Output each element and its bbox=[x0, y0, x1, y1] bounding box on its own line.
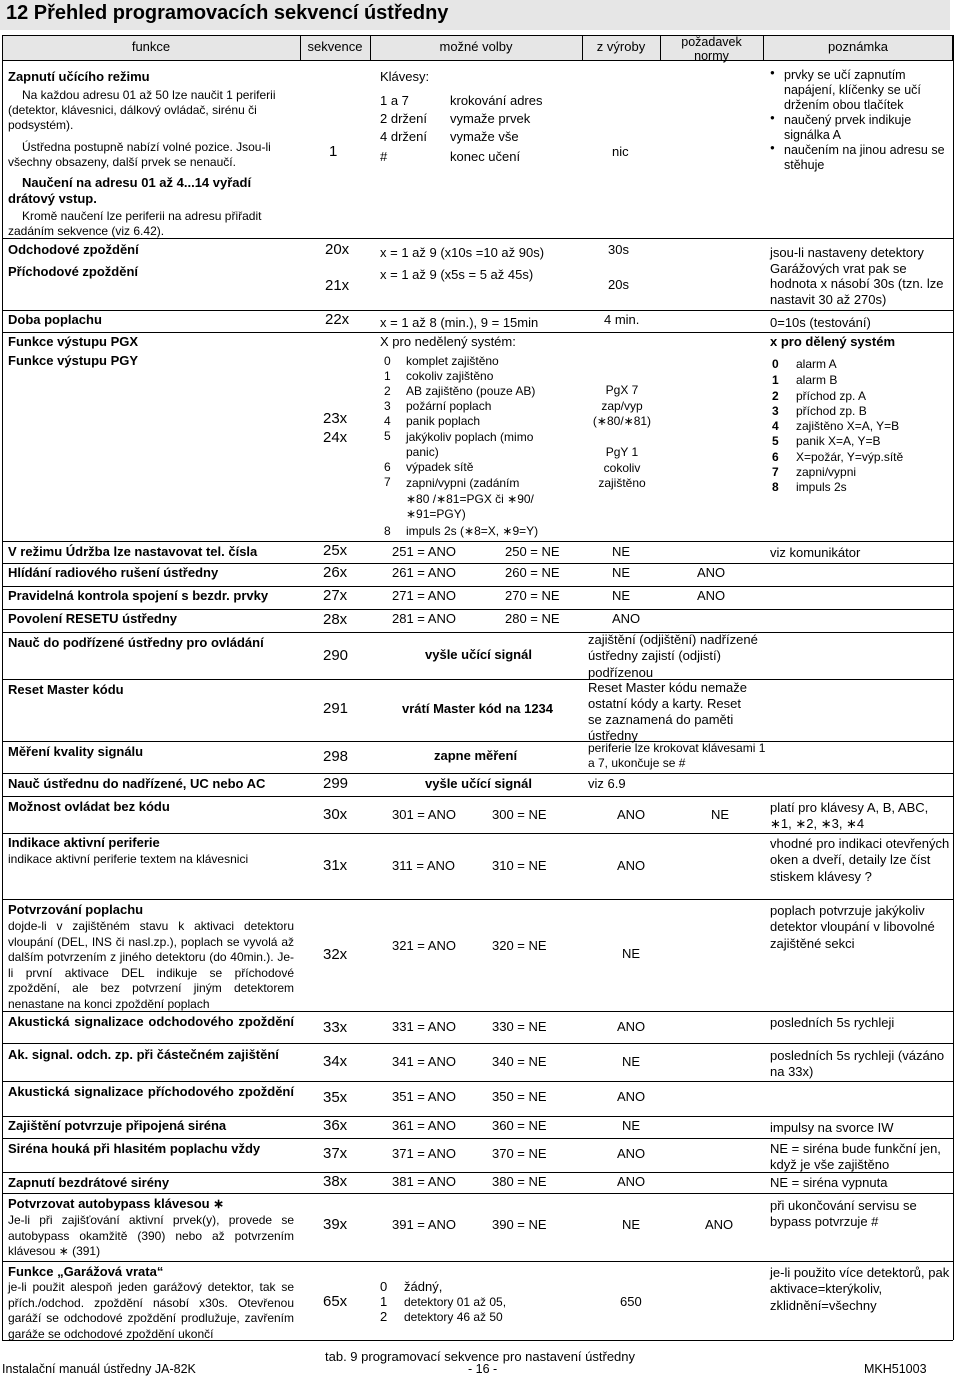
note-text: alarm B bbox=[796, 373, 838, 387]
row-requirement: ANO bbox=[705, 1217, 734, 1232]
option-text: detektory 01 až 05, bbox=[404, 1295, 507, 1309]
row-option-yes: 371 = ANO bbox=[392, 1146, 456, 1161]
exit-delay-label: Odchodové zpoždění bbox=[8, 242, 139, 257]
row-requirement: NE bbox=[711, 807, 730, 822]
row-note: platí pro klávesy A, B, ABC, ∗1, ∗2, ∗3, ∗4 bbox=[770, 800, 929, 832]
alarm-duration-seq: 22x bbox=[325, 311, 350, 328]
row-note: NE = siréna vypnuta bbox=[770, 1175, 888, 1190]
row-divider bbox=[2, 899, 953, 900]
footer-page-number: - 16 - bbox=[468, 1362, 498, 1376]
row-option-yes: 261 = ANO bbox=[392, 565, 456, 580]
row-note: je-li použito více detektorů, pak aktivace=kterýkoliv, zklidnění=všechny bbox=[770, 1265, 950, 1313]
row-divider bbox=[2, 773, 953, 774]
row-sequence: 36x bbox=[323, 1117, 348, 1134]
row-sequence: 28x bbox=[323, 611, 348, 628]
row-default: NE bbox=[622, 1217, 641, 1232]
option-text: AB zajištěno (pouze AB) bbox=[406, 384, 536, 398]
row-option-yes: 351 = ANO bbox=[392, 1089, 456, 1104]
row-divider bbox=[2, 1261, 953, 1262]
row-option: zapne měření bbox=[434, 748, 518, 763]
row-divider bbox=[2, 1172, 953, 1173]
col-header-vyroba: z výroby bbox=[596, 39, 646, 54]
row-function: Potvrzovat autobypass klávesou ∗ bbox=[8, 1196, 225, 1211]
row-option-yes: 301 = ANO bbox=[392, 807, 456, 822]
key-name: # bbox=[380, 149, 388, 164]
row-default: viz 6.9 bbox=[588, 776, 626, 791]
row-note: impulsy na svorce IW bbox=[770, 1120, 894, 1135]
row-function: Siréna houká při hlasitém poplachu vždy bbox=[8, 1141, 261, 1156]
row-divider bbox=[2, 679, 953, 680]
option-number: 3 bbox=[384, 399, 391, 413]
footer-manual-title: Instalační manuál ústředny JA-82K bbox=[2, 1362, 196, 1376]
row-default: zajištění (odjištění) nadřízené ústředny zajistí (odjistí) podřízenou bbox=[588, 632, 758, 680]
row-function: Akustická signalizace příchodového zpoždění bbox=[8, 1084, 294, 1099]
row-sequence: 299 bbox=[323, 775, 349, 792]
note-text: panik X=A, Y=B bbox=[796, 434, 881, 448]
row-function: Indikace aktivní periferie bbox=[8, 835, 160, 850]
row-option-no: 330 = NE bbox=[492, 1019, 547, 1034]
row-divider bbox=[2, 1043, 953, 1044]
note-number: 5 bbox=[772, 434, 779, 448]
entry-delay-options: x = 1 až 9 (x5s = 5 až 45s) bbox=[380, 267, 534, 282]
row-divider bbox=[2, 1138, 953, 1139]
learn-notes bbox=[770, 68, 955, 173]
row-function-detail: je-li použit alespoň jeden garážový detektor, tak se přích./odchod. zpoždění násobí x30s. Otevřenou garáží se odchodové zpoždění prodlužuje, zavřením garáže se odchodové zpoždění ukončí bbox=[8, 1280, 294, 1341]
note-text: X=požár, Y=výp.sítě bbox=[796, 450, 904, 464]
row-function: Reset Master kódu bbox=[8, 682, 124, 697]
row-option-no: 340 = NE bbox=[492, 1054, 547, 1069]
row-option-yes: 311 = ANO bbox=[392, 858, 455, 873]
row-option-no: 250 = NE bbox=[505, 544, 560, 559]
row-function: Nauč do podřízené ústředny pro ovládání bbox=[8, 635, 264, 650]
row-option: vyšle učící signál bbox=[425, 647, 532, 662]
row-sequence: 31x bbox=[323, 857, 348, 874]
note-text: impuls 2s bbox=[796, 480, 847, 494]
row-option-no: 320 = NE bbox=[492, 938, 547, 953]
row-sequence: 25x bbox=[323, 542, 348, 559]
row-default: NE bbox=[612, 588, 631, 603]
key-action: vymaže vše bbox=[450, 129, 519, 144]
option-number: 6 bbox=[384, 460, 391, 474]
col-header-sekvence: sekvence bbox=[307, 39, 363, 54]
row-default: Reset Master kódu nemaže ostatní kódy a karty. Reset se zaznamená do paměti ústředny bbox=[588, 680, 747, 743]
key-name: 4 držení bbox=[380, 129, 427, 144]
row-function-detail: dojde-li v zajištěném stavu k aktivaci detektoru vloupání (DEL, INS či nasl.zp.), poplach se vyvolá až dalším potvrzením z jiného detektoru (do 40min.). Je-li první aktivace DEL indikuje se příchodové zpoždění, ale bez potvrzení jiným detektorem nenastane na konci zpoždění poplach bbox=[8, 919, 294, 1011]
row-option-no: 260 = NE bbox=[505, 565, 560, 580]
option-number: 1 bbox=[384, 369, 391, 383]
note-number: 6 bbox=[772, 450, 779, 464]
row-sequence: 34x bbox=[323, 1053, 348, 1070]
delay-note: jsou-li nastaveny detektory Garážových vrat pak se hodnota x násobí 30s (tzn. lze nastavit 30 až 270s) bbox=[770, 245, 944, 307]
learn-text-1: Na každou adresu 01 až 50 lze naučit 1 periferii (detektor, klávesnici, dálkový ovládač, sirénu či podsystém). bbox=[8, 88, 276, 132]
key-action: krokování adres bbox=[450, 93, 543, 108]
key-action: konec učení bbox=[450, 149, 521, 164]
row-divider bbox=[2, 563, 953, 564]
row-sequence: 30x bbox=[323, 806, 348, 823]
row-sequence: 290 bbox=[323, 647, 349, 664]
note-text: příchod zp. B bbox=[796, 404, 867, 418]
row-sequence: 298 bbox=[323, 748, 349, 765]
note-text: zajištěno X=A, Y=B bbox=[796, 419, 900, 433]
entry-delay-default: 20s bbox=[608, 277, 629, 292]
row-divider bbox=[2, 609, 953, 610]
option-text: komplet zajištěno bbox=[406, 354, 499, 368]
row-default: ANO bbox=[617, 807, 646, 822]
row-divider bbox=[2, 1011, 953, 1012]
alarm-duration-note: 0=10s (testování) bbox=[770, 315, 871, 330]
row-default: ANO bbox=[617, 1174, 646, 1189]
section-header bbox=[0, 0, 950, 30]
row-divider bbox=[2, 310, 953, 311]
keys-label: Klávesy: bbox=[380, 69, 430, 84]
learn-default: nic bbox=[612, 144, 629, 159]
note-item: ● naučený prvek indikuje signálka A bbox=[770, 113, 955, 143]
row-default: NE bbox=[622, 1118, 641, 1133]
row-function: Hlídání radiového rušení ústředny bbox=[8, 565, 219, 580]
pgy-label: Funkce výstupu PGY bbox=[8, 353, 139, 368]
row-divider bbox=[2, 1193, 953, 1194]
learn-text-3: Naučení na adresu 01 až 4...14 vyřadí drátový vstup. bbox=[8, 175, 252, 207]
row-default: ANO bbox=[612, 611, 641, 626]
row-sequence: 291 bbox=[323, 700, 349, 717]
key-name: 2 držení bbox=[380, 111, 427, 126]
learn-text-2: Ústředna postupně nabízí volné pozice. Jsou-li všechny obsazeny, další prvek se nenaučí. bbox=[8, 140, 271, 169]
table-left-border bbox=[2, 35, 3, 1340]
row-sequence: 35x bbox=[323, 1089, 348, 1106]
row-requirement: ANO bbox=[697, 588, 726, 603]
row-option-no: 280 = NE bbox=[505, 611, 560, 626]
note-item: ● prvky se učí zapnutím napájení, klíčenky se učí držením obou tlačítek bbox=[770, 68, 955, 113]
row-default: ANO bbox=[617, 1019, 646, 1034]
row-function: Funkce „Garážová vrata“ bbox=[8, 1264, 164, 1279]
row-option-yes: 331 = ANO bbox=[392, 1019, 456, 1034]
note-number: 3 bbox=[772, 404, 779, 418]
exit-delay-default: 30s bbox=[608, 242, 629, 257]
section-title: 12 Přehled programovacích sekvencí ústředny bbox=[6, 2, 449, 24]
row-default: NE bbox=[622, 946, 641, 961]
row-divider bbox=[2, 741, 953, 742]
row-function: Nauč ústřednu do nadřízené, UC nebo AC bbox=[8, 776, 266, 791]
option-number: 8 bbox=[384, 524, 391, 538]
pgx-label: Funkce výstupu PGX bbox=[8, 334, 139, 349]
row-sequence: 39x bbox=[323, 1216, 348, 1233]
row-option-yes: 381 = ANO bbox=[392, 1174, 456, 1189]
learn-title: Zapnutí učícího režimu bbox=[8, 69, 150, 84]
row-function: Zapnutí bezdrátové sirény bbox=[8, 1175, 170, 1190]
row-sequence: 33x bbox=[323, 1019, 348, 1036]
row-sequence: 37x bbox=[323, 1145, 348, 1162]
row-option-no: 360 = NE bbox=[492, 1118, 547, 1133]
row-divider bbox=[2, 586, 953, 587]
row-default: ANO bbox=[617, 1089, 646, 1104]
entry-delay-seq: 21x bbox=[325, 277, 350, 294]
row-note: posledních 5s rychleji bbox=[770, 1015, 895, 1030]
row-default: NE bbox=[612, 544, 631, 559]
note-text: zapni/vypni bbox=[796, 465, 857, 479]
option-text: výpadek sítě bbox=[406, 460, 474, 474]
option-text: žádný, bbox=[404, 1279, 443, 1294]
note-number: 8 bbox=[772, 480, 779, 494]
row-requirement: ANO bbox=[697, 565, 726, 580]
row-default: periferie lze krokovat klávesami 1 a 7, ukončuje se # bbox=[588, 741, 766, 770]
row-option-no: 270 = NE bbox=[505, 588, 560, 603]
row-default: ANO bbox=[617, 1146, 646, 1161]
row-function-detail: indikace aktivní periferie textem na klávesnici bbox=[8, 852, 249, 866]
option-text: cokoliv zajištěno bbox=[406, 369, 494, 383]
row-divider bbox=[2, 332, 953, 333]
row-function: V režimu Údržba lze nastavovat tel. čísla bbox=[8, 544, 258, 559]
row-default: NE bbox=[622, 1054, 641, 1069]
row-option-yes: 391 = ANO bbox=[392, 1217, 456, 1232]
row-option-yes: 251 = ANO bbox=[392, 544, 456, 559]
note-number: 0 bbox=[772, 357, 779, 371]
row-option-yes: 321 = ANO bbox=[392, 938, 456, 953]
row-option-yes: 281 = ANO bbox=[392, 611, 456, 626]
pgx-seq: 23x bbox=[323, 410, 348, 427]
note-item: ● naučením na jinou adresu se stěhuje bbox=[770, 143, 955, 173]
row-note: poplach potvrzuje jakýkoliv detektor vloupání v libovolné zajištěné sekci bbox=[770, 903, 935, 951]
option-text: zapni/vypni (zadáním ∗80 /∗81=PGX či ∗90/∗91=PGY) bbox=[406, 476, 534, 522]
option-number: 0 bbox=[380, 1279, 388, 1294]
row-function: Zajištění potvrzuje připojená siréna bbox=[8, 1118, 227, 1133]
col-header-funkce: funkce bbox=[131, 39, 171, 54]
col-header-pozadavek: požadavek normy bbox=[681, 35, 742, 63]
note-number: 2 bbox=[772, 389, 779, 403]
pgy-default: PgY 1 cokoliv zajištěno bbox=[598, 445, 646, 491]
row-option: vrátí Master kód na 1234 bbox=[402, 701, 554, 716]
row-default: NE bbox=[612, 565, 631, 580]
option-text: požární poplach bbox=[406, 399, 492, 413]
row-divider bbox=[2, 833, 953, 834]
row-divider bbox=[2, 1081, 953, 1082]
option-text: impuls 2s (∗8=X, ∗9=Y) bbox=[406, 524, 539, 538]
row-option-no: 350 = NE bbox=[492, 1089, 547, 1104]
col-header-volby: možné volby bbox=[439, 39, 513, 54]
option-number: 2 bbox=[384, 384, 391, 398]
row-sequence: 27x bbox=[323, 587, 348, 604]
row-function: Povolení RESETU ústředny bbox=[8, 611, 178, 626]
row-option-no: 370 = NE bbox=[492, 1146, 547, 1161]
row-note: NE = siréna bude funkční jen, když je vše zajištěno bbox=[770, 1141, 941, 1173]
note-number: 1 bbox=[772, 373, 779, 387]
table-right-border bbox=[953, 35, 954, 1340]
note-text: příchod zp. A bbox=[796, 389, 867, 403]
row-function: Akustická signalizace odchodového zpoždění bbox=[8, 1014, 294, 1029]
exit-delay-seq: 20x bbox=[325, 241, 350, 258]
learn-text-4: Kromě naučení lze periferii na adresu přiřadit zadáním sekvence (viz 6.42). bbox=[8, 209, 262, 238]
alarm-duration-options: x = 1 až 8 (min.), 9 = 15min bbox=[380, 315, 539, 330]
row-function: Ak. signal. odch. zp. při částečném zajištění bbox=[8, 1047, 279, 1062]
option-number: 0 bbox=[384, 354, 391, 368]
option-number: 4 bbox=[384, 414, 391, 428]
row-default: 650 bbox=[620, 1294, 642, 1309]
row-divider bbox=[2, 796, 953, 797]
footer-doc-code: MKH51003 bbox=[864, 1362, 927, 1376]
row-option-no: 390 = NE bbox=[492, 1217, 547, 1232]
note-number: 7 bbox=[772, 465, 779, 479]
row-option-no: 310 = NE bbox=[492, 858, 547, 873]
alarm-duration-label: Doba poplachu bbox=[8, 312, 102, 327]
key-name: 1 a 7 bbox=[380, 93, 409, 108]
row-default: ANO bbox=[617, 858, 646, 873]
row-option-no: 380 = NE bbox=[492, 1174, 547, 1189]
exit-delay-options: x = 1 až 9 (x10s =10 až 90s) bbox=[380, 245, 545, 260]
row-note: posledních 5s rychleji (vázáno na 33x) bbox=[770, 1048, 945, 1080]
note-number: 4 bbox=[772, 419, 779, 433]
row-option-no: 300 = NE bbox=[492, 807, 547, 822]
option-text: detektory 46 až 50 bbox=[404, 1310, 503, 1324]
row-note: viz komunikátor bbox=[770, 545, 861, 560]
row-function: Možnost ovládat bez kódu bbox=[8, 799, 170, 814]
option-text: jakýkoliv poplach (mimo panic) bbox=[406, 430, 534, 459]
option-number: 7 bbox=[384, 475, 391, 489]
option-text: panik poplach bbox=[406, 414, 481, 428]
row-function: Pravidelná kontrola spojení s bezdr. prvky bbox=[8, 588, 269, 603]
row-note: vhodné pro indikaci otevřených oken a dveří, detaily lze číst stiskem klávesy ? bbox=[770, 836, 950, 884]
entry-delay-label: Příchodové zpoždění bbox=[8, 264, 139, 279]
table-caption: tab. 9 programovací sekvence pro nastavení ústředny bbox=[325, 1349, 636, 1364]
row-divider bbox=[2, 238, 953, 239]
row-function-detail: Je-li při zajišťování aktivní prvek(y), provede se autobypass okamžitě (390) nebo až potvrzením klávesou ∗ (391) bbox=[8, 1213, 294, 1259]
option-number: 1 bbox=[380, 1294, 388, 1309]
row-divider bbox=[2, 1116, 953, 1117]
row-option: vyšle učící signál bbox=[425, 776, 532, 791]
row-note: při ukončování servisu se bypass potvrzuje # bbox=[770, 1198, 917, 1230]
key-action: vymaže prvek bbox=[450, 111, 531, 126]
row-sequence: 65x bbox=[323, 1293, 348, 1310]
note-text: alarm A bbox=[796, 357, 837, 371]
row-divider bbox=[2, 632, 953, 633]
option-number: 5 bbox=[384, 429, 391, 443]
row-sequence: 26x bbox=[323, 564, 348, 581]
pg-note-title: x pro dělený systém bbox=[770, 334, 895, 349]
alarm-duration-default: 4 min. bbox=[604, 312, 640, 327]
row-function: Potvrzování poplachu bbox=[8, 902, 144, 917]
row-sequence: 32x bbox=[323, 946, 348, 963]
pg-options-title: X pro nedělený systém: bbox=[380, 334, 516, 349]
row-option-yes: 341 = ANO bbox=[392, 1054, 456, 1069]
learn-sequence: 1 bbox=[329, 143, 338, 160]
row-divider bbox=[2, 541, 953, 542]
pgy-seq: 24x bbox=[323, 429, 348, 446]
row-function: Měření kvality signálu bbox=[8, 744, 144, 759]
option-number: 2 bbox=[380, 1309, 388, 1324]
pgx-default: PgX 7 zap/vyp (∗80/∗81) bbox=[592, 383, 652, 429]
row-option-yes: 271 = ANO bbox=[392, 588, 456, 603]
row-sequence: 38x bbox=[323, 1173, 348, 1190]
col-header-poznamka: poznámka bbox=[828, 39, 888, 54]
row-option-yes: 361 = ANO bbox=[392, 1118, 456, 1133]
